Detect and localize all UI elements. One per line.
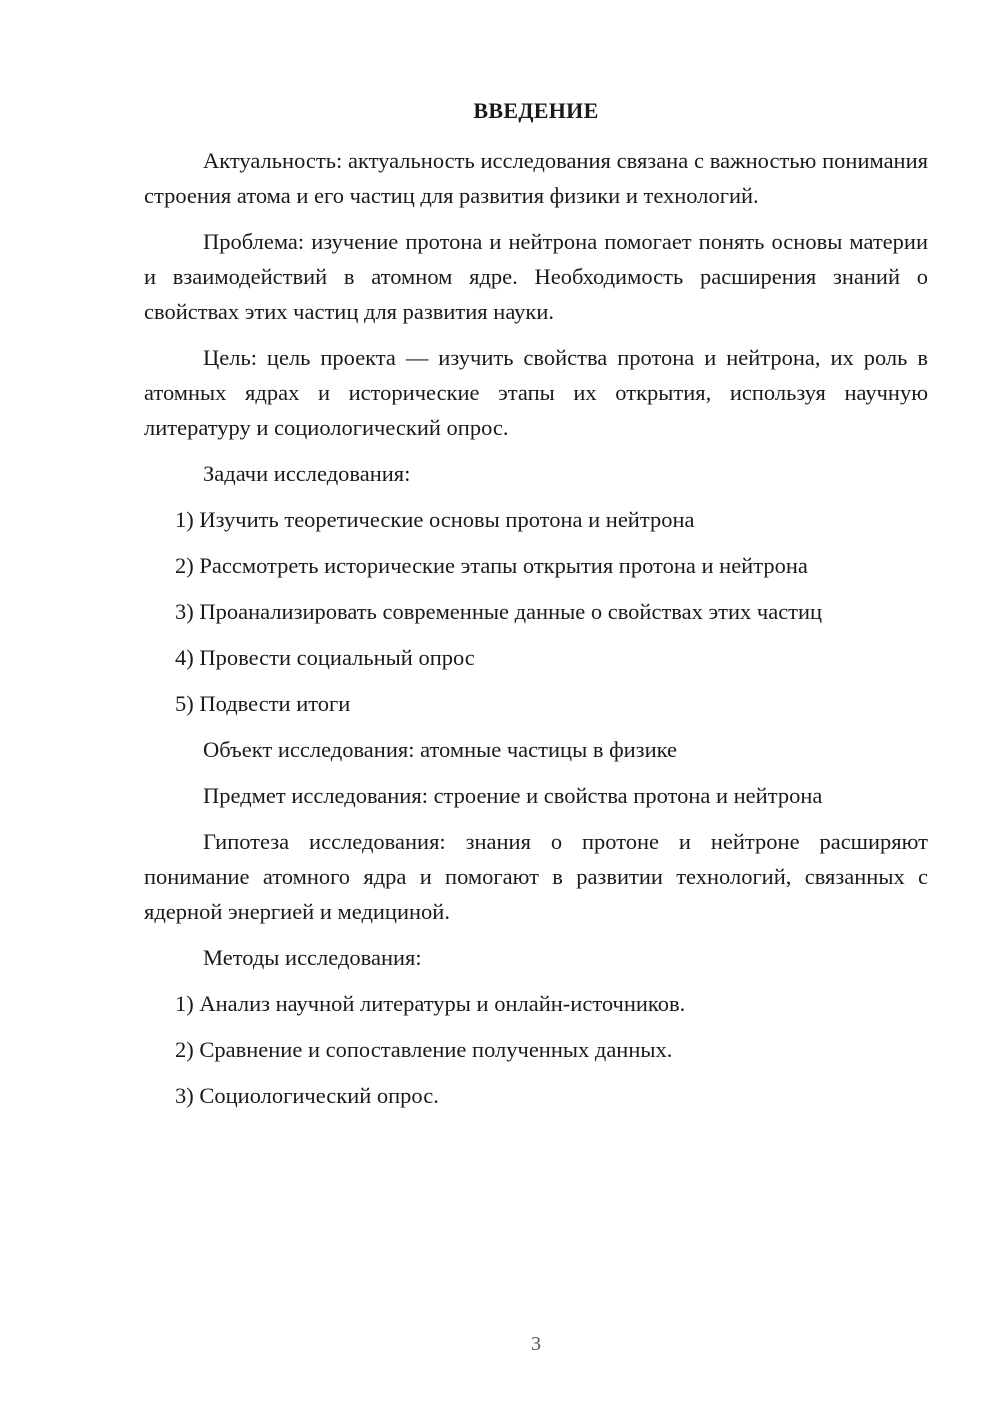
task-item: 2) Рассмотреть исторические этапы открытия протона и нейтрона [175, 553, 808, 578]
task-item: 4) Провести социальный опрос [175, 645, 475, 670]
tasks-list [144, 502, 928, 721]
method-item: 2) Сравнение и сопоставление полученных данных. [175, 1037, 673, 1062]
task-item: 1) Изучить теоретические основы протона и нейтрона [175, 507, 695, 532]
relevance-paragraph: Актуальность: актуальность исследования связана с важностью понимания строения атома и его частиц для развития физики и технологий. [144, 148, 928, 208]
tasks-heading: Задачи исследования: [203, 461, 411, 486]
method-item: 3) Социологический опрос. [175, 1083, 439, 1108]
task-item: 5) Подвести итоги [175, 691, 351, 716]
page-number: 3 [531, 1333, 541, 1355]
goal-paragraph: Цель: цель проекта — изучить свойства протона и нейтрона, их роль в атомных ядрах и исторические этапы их открытия, используя научную литературу и социологический опрос. [144, 345, 928, 440]
object-paragraph: Объект исследования: атомные частицы в физике [203, 737, 677, 762]
task-item: 3) Проанализировать современные данные о свойствах этих частиц [175, 599, 823, 624]
hypothesis-paragraph: Гипотеза исследования: знания о протоне и нейтроне расширяют понимание атомного ядра и помогают в развитии технологий, связанных с ядерной энергией и медициной. [144, 829, 928, 924]
method-item: 1) Анализ научной литературы и онлайн-источников. [175, 991, 686, 1016]
subject-paragraph: Предмет исследования: строение и свойства протона и нейтрона [203, 783, 823, 808]
document-body [144, 143, 928, 1124]
problem-paragraph: Проблема: изучение протона и нейтрона помогает понять основы материи и взаимодействий в атомном ядре. Необходимость расширения знаний о свойствах этих частиц для развития науки. [144, 229, 928, 324]
page-title: ВВЕДЕНИЕ [473, 98, 599, 123]
methods-list [144, 986, 928, 1113]
methods-heading: Методы исследования: [203, 945, 422, 970]
